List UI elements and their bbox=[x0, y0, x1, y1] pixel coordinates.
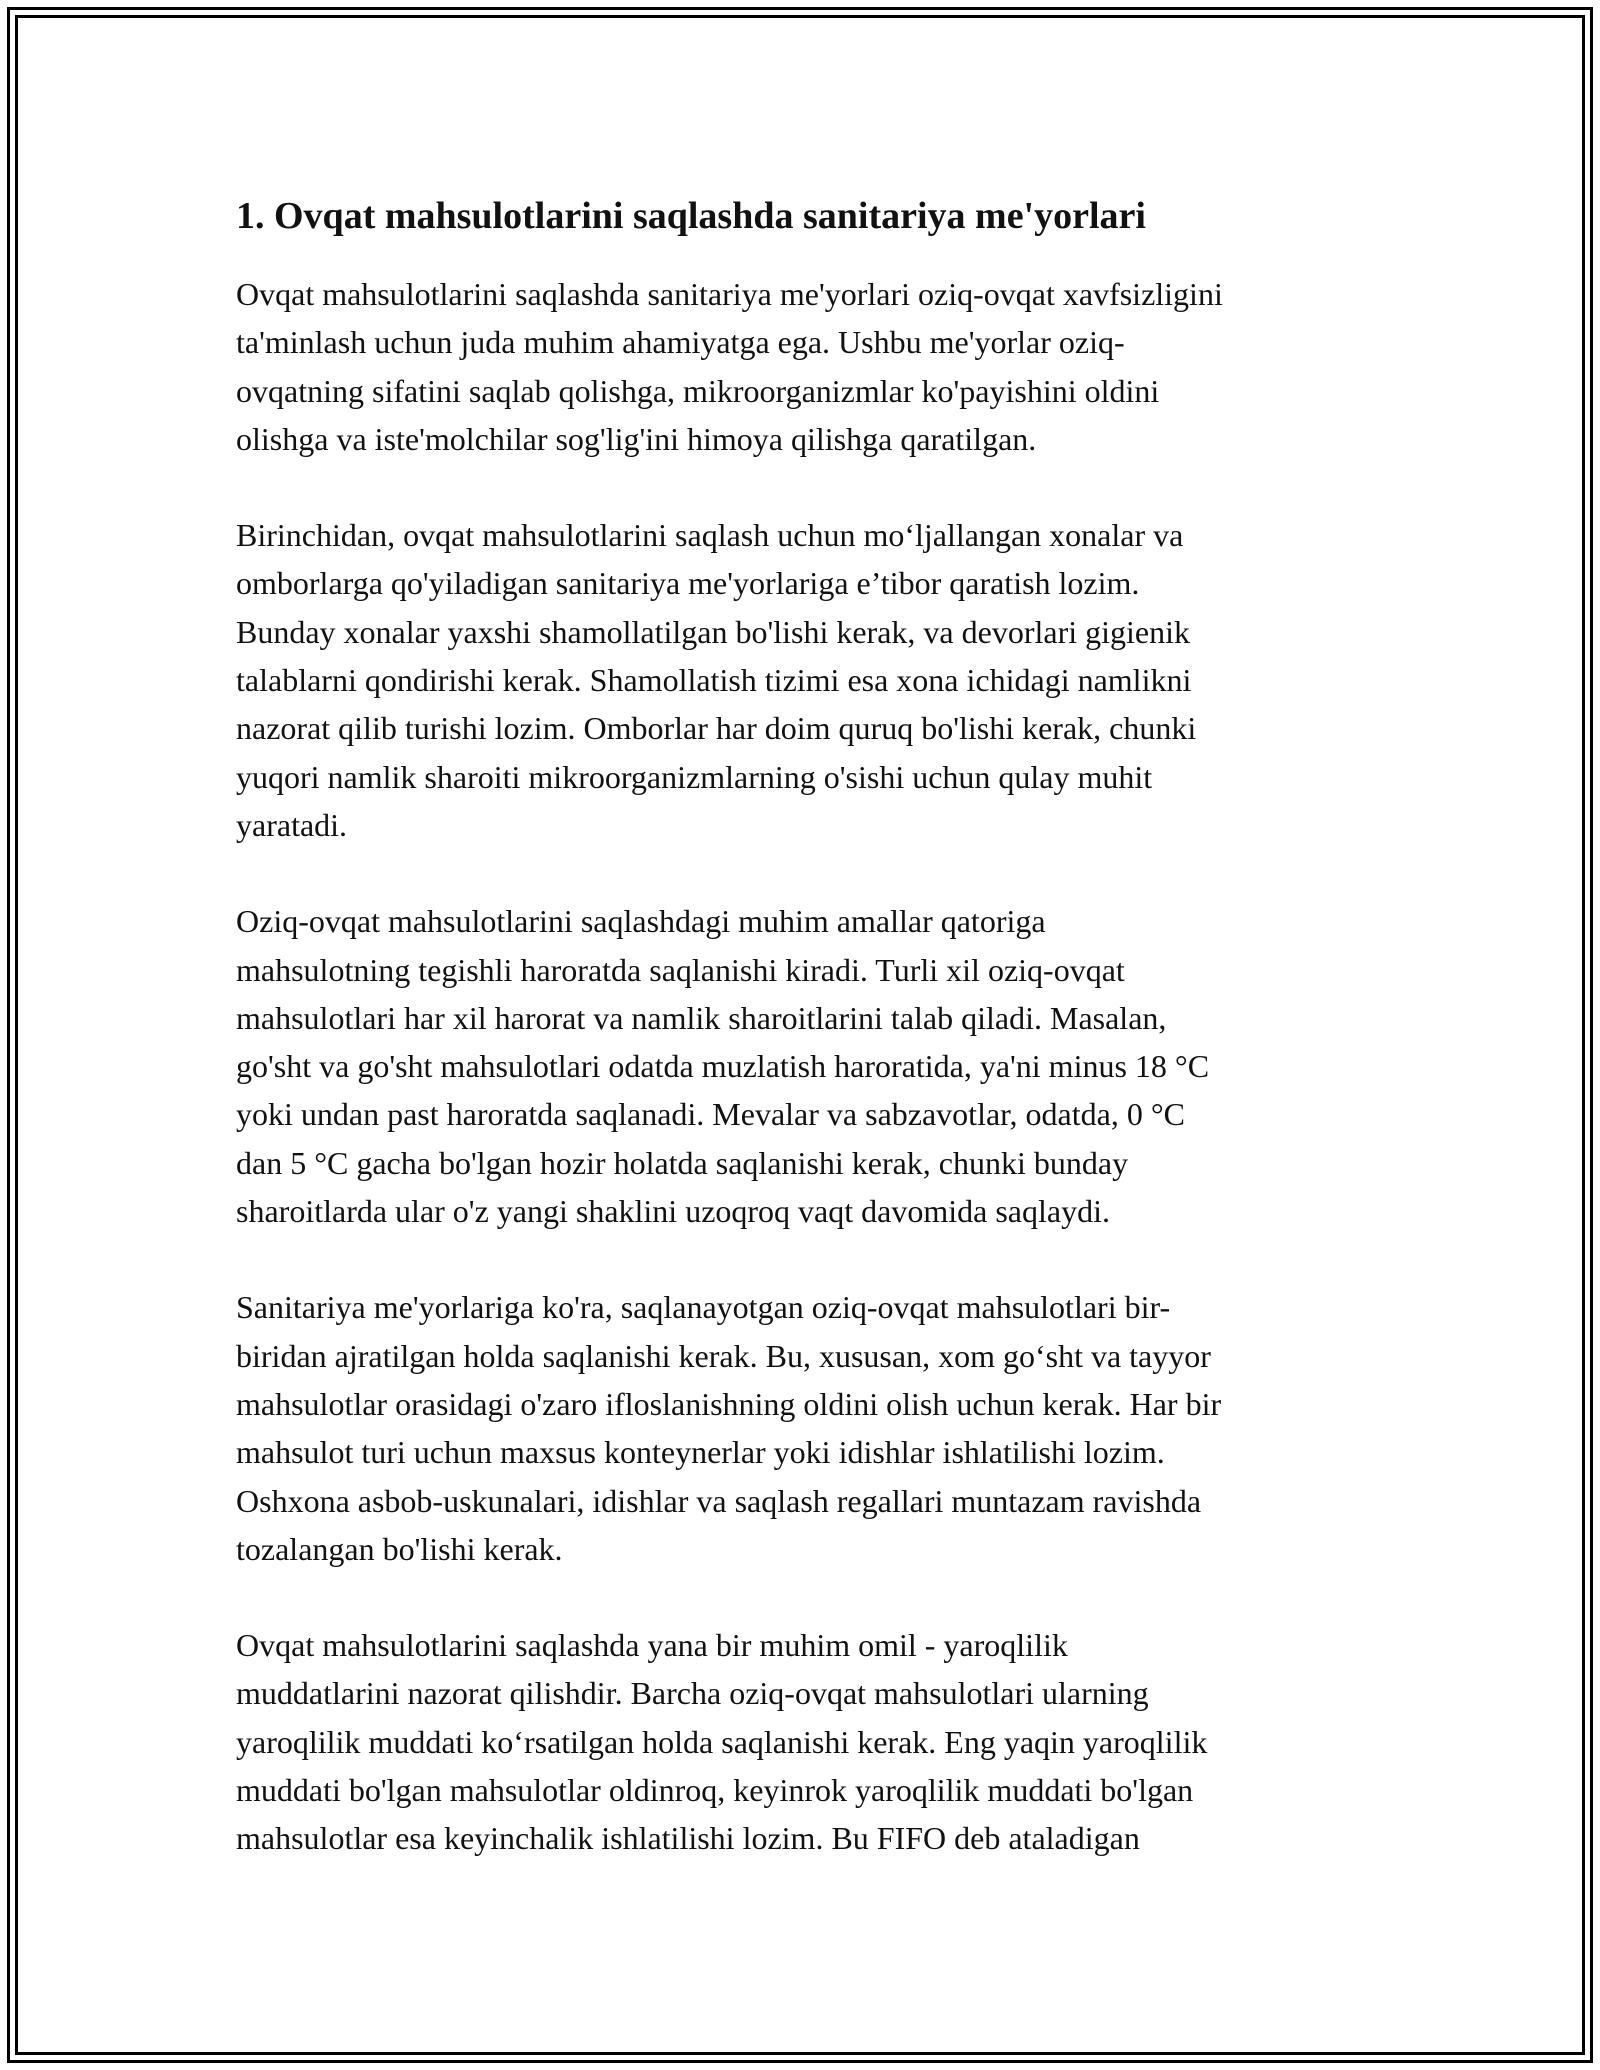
section-heading: 1. Ovqat mahsulotlarini saqlashda sanitariya me'yorlari bbox=[236, 195, 1146, 237]
paragraph-5 bbox=[236, 1621, 1376, 1862]
text-line: talablarni qondirishi kerak. Shamollatish tizimi esa xona ichidagi namlikni bbox=[236, 662, 1192, 699]
paragraph-3 bbox=[236, 897, 1376, 1235]
text-line: mahsulotlar esa keyinchalik ishlatilishi lozim. Bu FIFO deb ataladigan bbox=[236, 1820, 1140, 1857]
paragraph-2 bbox=[236, 511, 1376, 849]
text-line: olishga va iste'molchilar sog'lig'ini himoya qilishga qaratilgan. bbox=[236, 420, 1037, 457]
text-line: Ovqat mahsulotlarini saqlashda yana bir muhim omil - yaroqlilik bbox=[236, 1627, 1068, 1664]
text-line: Oshxona asbob-uskunalari, idishlar va saqlash regallari muntazam ravishda bbox=[236, 1482, 1202, 1519]
text-line: yaratadi. bbox=[236, 806, 348, 843]
text-line: biridan ajratilgan holda saqlanishi kerak. Bu, xususan, xom go‘sht va tayyor bbox=[236, 1337, 1211, 1374]
text-line: tozalangan bo'lishi kerak. bbox=[236, 1530, 563, 1567]
text-line: ta'minlash uchun juda muhim ahamiyatga ega. Ushbu me'yorlar oziq- bbox=[236, 324, 1125, 361]
text-line: Ovqat mahsulotlarini saqlashda sanitariya me'yorlari oziq-ovqat xavfsizligini bbox=[236, 276, 1223, 312]
text-line: Oziq-ovqat mahsulotlarini saqlashdagi muhim amallar qatoriga bbox=[236, 903, 1046, 940]
paragraph-4 bbox=[236, 1283, 1376, 1573]
text-line: nazorat qilib turishi lozim. Omborlar har doim quruq bo'lishi kerak, chunki bbox=[236, 710, 1197, 747]
text-line: mahsulotning tegishli haroratda saqlanishi kiradi. Turli xil oziq-ovqat bbox=[236, 951, 1125, 988]
text-line: Bunday xonalar yaxshi shamollatilgan bo'lishi kerak, va devorlari gigienik bbox=[236, 613, 1190, 650]
text-line: mahsulotlar orasidagi o'zaro ifloslanishning oldini olish uchun kerak. Har bir bbox=[236, 1385, 1222, 1422]
text-line: dan 5 °C gacha bo'lgan hozir holatda saqlanishi kerak, chunki bunday bbox=[236, 1144, 1129, 1181]
text-line: muddati bo'lgan mahsulotlar oldinroq, keyinrok yaroqlilik muddati bo'lgan bbox=[236, 1772, 1194, 1809]
text-line: mahsulot turi uchun maxsus konteynerlar yoki idishlar ishlatilishi lozim. bbox=[236, 1434, 1165, 1471]
text-line: sharoitlarda ular o'z yangi shaklini uzoqroq vaqt davomida saqlaydi. bbox=[236, 1193, 1110, 1230]
text-line: ovqatning sifatini saqlab qolishga, mikroorganizmlar ko'payishini oldini bbox=[236, 372, 1160, 409]
text-line: omborlarga qo'yiladigan sanitariya me'yorlariga e’tibor qaratish lozim. bbox=[236, 565, 1140, 602]
text-line: Sanitariya me'yorlariga ko'ra, saqlanayotgan oziq-ovqat mahsulotlari bir- bbox=[236, 1289, 1171, 1326]
text-line: yoki undan past haroratda saqlanadi. Mevalar va sabzavotlar, odatda, 0 °C bbox=[236, 1096, 1185, 1133]
text-line: muddatlarini nazorat qilishdir. Barcha oziq-ovqat mahsulotlari ularning bbox=[236, 1675, 1149, 1712]
text-line: yaroqlilik muddati ko‘rsatilgan holda saqlanishi kerak. Eng yaqin yaroqlilik bbox=[236, 1723, 1208, 1760]
text-line: go'sht va go'sht mahsulotlari odatda muzlatish haroratida, ya'ni minus 18 °C bbox=[236, 1048, 1210, 1085]
document-body bbox=[236, 190, 1376, 1911]
text-line: yuqori namlik sharoiti mikroorganizmlarning o'sishi uchun qulay muhit bbox=[236, 758, 1153, 795]
text-line: mahsulotlari har xil harorat va namlik sharoitlarini talab qiladi. Masalan, bbox=[236, 999, 1167, 1036]
text-line: Birinchidan, ovqat mahsulotlarini saqlash uchun mo‘ljallangan xonalar va bbox=[236, 517, 1184, 554]
paragraph-1 bbox=[236, 270, 1376, 463]
